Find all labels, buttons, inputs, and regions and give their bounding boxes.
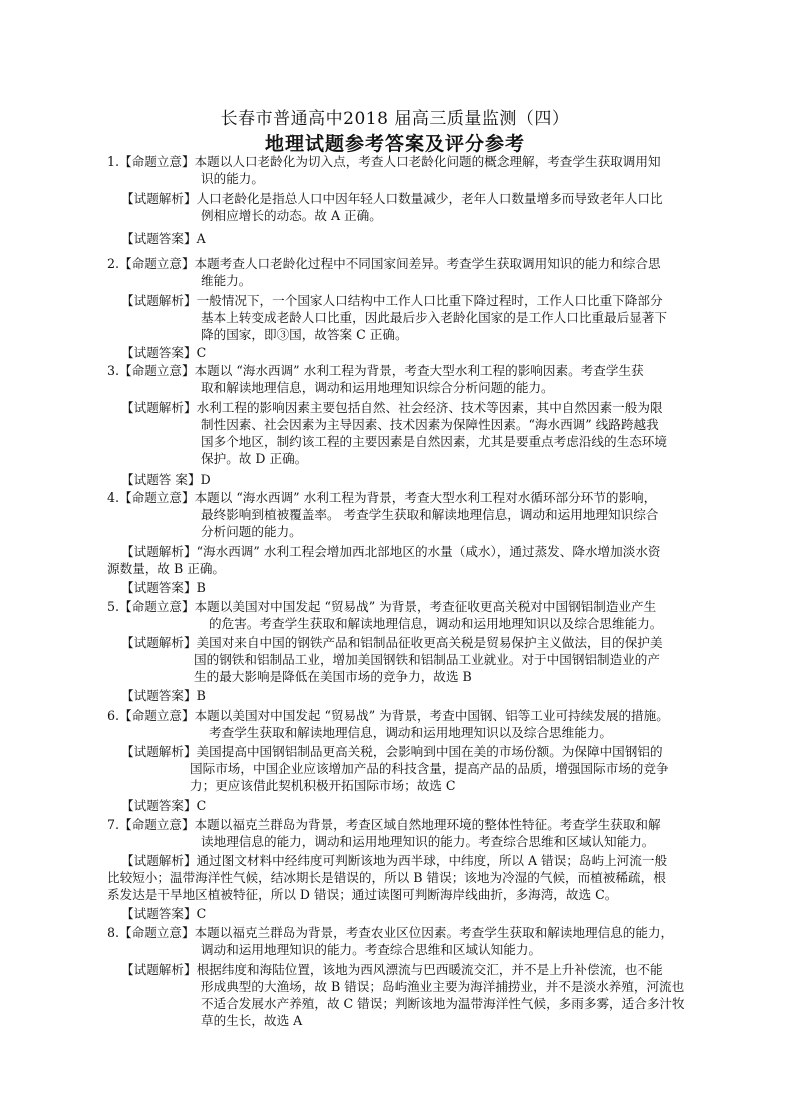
q4-analysis-line-2: 源数量，故 B 正确。 <box>107 561 226 576</box>
q8-intent-line-2: 调动和运用地理知识的能力。考查综合思维和区域认知能力。 <box>201 942 542 957</box>
q5-analysis-line-3: 生的最大影响是降低在美国市场的竞争力，故选 B <box>194 669 472 684</box>
q3-answer: 【试题答 案】D <box>121 472 211 487</box>
q7-analysis-line-3: 系发达是干旱地区植被特征，所以 D 错误；通过读图可判断海岸线曲折，多海湾，故选 C。 <box>107 887 618 902</box>
q1-intent-line-1: 1.【命题立意】本题以人口老龄化为切入点，考查人口老龄化问题的概念理解，考查学生获取调用知 <box>107 154 661 169</box>
q6-analysis-line-3: 力；更应该借此契机积极开拓国际市场；故选 C <box>190 778 456 793</box>
q7-intent-line-1: 7.【命题立意】本题以福克兰群岛为背景，考查区域自然地理环境的整体性特征。考查学生获取和解 <box>107 817 661 832</box>
q3-analysis-line-3: 国多个地区，制约该工程的主要因素是自然因素，尤其是要重点考虑沿线的生态环境 <box>201 434 667 449</box>
q3-analysis-line-1: 【试题解析】水利工程的影响因素主要包括自然、社会经济、技术等因素，其中自然因素一般为限 <box>121 400 663 415</box>
q2-analysis-line-3: 降的国家，即③国，故答案 C 正确。 <box>201 327 408 342</box>
q8-analysis-line-1: 【试题解析】根据纬度和海陆位置，该地为西风漂流与巴西暖流交汇，并不是上升补偿流，也不能 <box>121 962 663 977</box>
q5-intent-line-1: 5.【命题立意】本题以美国对中国发起 “贸易战” 为背景，考查征收更高关税对中国钢铝制造业产生 <box>107 599 657 614</box>
q3-analysis-line-2: 制性因素、社会因素为主导因素、技术因素为保障性因素。“海水西调” 线路跨越我 <box>201 417 659 432</box>
q8-analysis-line-4: 草的生长，故选 A <box>201 1013 303 1028</box>
q2-intent-line-2: 维能力。 <box>201 273 252 288</box>
q4-answer: 【试题答案】B <box>121 580 206 595</box>
document-title: 长春市普通高中2018 届高三质量监测（四） <box>220 109 570 129</box>
q1-analysis-line-2: 例相应增长的动态。故 A 正确。 <box>201 208 382 223</box>
q4-analysis-line-1: 【试题解析】“海水西调” 水利工程会增加西北部地区的水量（咸水），通过蒸发、降水增加淡水资 <box>121 544 661 559</box>
q8-intent-line-1: 8.【命题立意】本题以福克兰群岛为背景，考查农业区位因素。考查学生获取和解读地理信息的能力， <box>107 925 674 940</box>
q2-analysis-line-2: 基本上转变成老龄人口比重，因此最后步入老龄化国家的是工作人口比重最后显著下 <box>201 310 667 325</box>
q3-intent-line-1: 3.【命题立意】本题以 “海水西调” 水利工程为背景，考查大型水利工程的影响因素。考查学生获 <box>107 363 644 378</box>
q4-intent-line-3: 分析问题的能力。 <box>201 524 302 539</box>
q8-analysis-line-3: 不适合发展水产养殖，故 C 错误；判断该地为温带海洋性气候，多雨多雾，适合多汁牧 <box>201 996 685 1011</box>
q4-intent-line-2: 最终影响到植被覆盖率。 考查学生获取和解读地理信息，调动和运用地理知识综合 <box>201 507 659 522</box>
q8-analysis-line-2: 形成典型的大渔场，故 B 错误；岛屿渔业主要为海洋捕捞业，并不是淡水养殖，河流也 <box>201 979 685 994</box>
q6-analysis-line-2: 国际市场，中国企业应该增加产品的科技含量，提高产品的品质，增强国际市场的竞争 <box>190 761 669 776</box>
q6-intent-line-2: 考查学生获取和解读地理信息，调动和运用地理知识以及综合思维能力。 <box>209 725 612 740</box>
q7-analysis-line-2: 比较短小；温带海洋性气候，结冰期长是错误的，所以 B 错误；该地为冷湿的气候，而植被稀疏，根 <box>107 870 666 885</box>
q6-analysis-line-1: 【试题解析】美国提高中国钢铝制品更高关税，会影响到中国在美的市场份额。为保障中国钢铝的 <box>121 744 663 759</box>
q5-analysis-line-1: 【试题解析】美国对来自中国的钢铁产品和铝制品征收更高关税是贸易保护主义做法，目的保护美 <box>121 635 663 650</box>
q2-analysis-line-1: 【试题解析】一般情况下，一个国家人口结构中工作人口比重下降过程时，工作人口比重下降部分 <box>121 293 663 308</box>
q7-intent-line-2: 读地理信息的能力，调动和运用地理知识的能力。考查综合思维和区域认知能力。 <box>201 834 655 849</box>
q7-answer: 【试题答案】C <box>121 906 207 921</box>
q2-answer: 【试题答案】C <box>121 345 207 360</box>
q1-analysis-line-1: 【试题解析】人口老龄化是指总人口中因年轻人口数量减少，老年人口数量增多而导致老年人口比 <box>121 191 663 206</box>
document-subtitle: 地理试题参考答案及评分参考 <box>264 133 525 155</box>
q1-intent-line-2: 识的能力。 <box>201 171 264 186</box>
q7-analysis-line-1: 【试题解析】通过图文材料中经纬度可判断该地为西半球，中纬度，所以 A 错误；岛屿上河流一般 <box>121 853 668 868</box>
q2-intent-line-1: 2.【命题立意】本题考查人口老龄化过程中不同国家间差异。考查学生获取调用知识的能力和综合思 <box>107 256 661 271</box>
q1-answer: 【试题答案】A <box>121 231 206 246</box>
q6-answer: 【试题答案】C <box>121 798 207 813</box>
q3-intent-line-2: 取和解读地理信息，调动和运用地理知识综合分析问题的能力。 <box>201 380 554 395</box>
q5-answer: 【试题答案】B <box>121 688 206 703</box>
q5-intent-line-2: 的危害。考查学生获取和解读地理信息，调动和运用地理知识以及综合思维能力。 <box>209 616 663 631</box>
q6-intent-line-1: 6.【命题立意】本题以美国对中国发起 “贸易战” 为背景，考查中国钢、铝等工业可持续发展的措施。 <box>107 708 669 723</box>
q4-intent-line-1: 4.【命题立意】本题以 “海水西调” 水利工程为背景，考查大型水利工程对水循环部分环节的影响， <box>107 490 657 505</box>
q5-analysis-line-2: 国的钢铁和铝制品工业，增加美国钢铁和铝制品工业就业。对于中国钢铝制造业的产 <box>194 652 660 667</box>
q3-analysis-line-4: 保护。故 D 正确。 <box>201 451 308 466</box>
